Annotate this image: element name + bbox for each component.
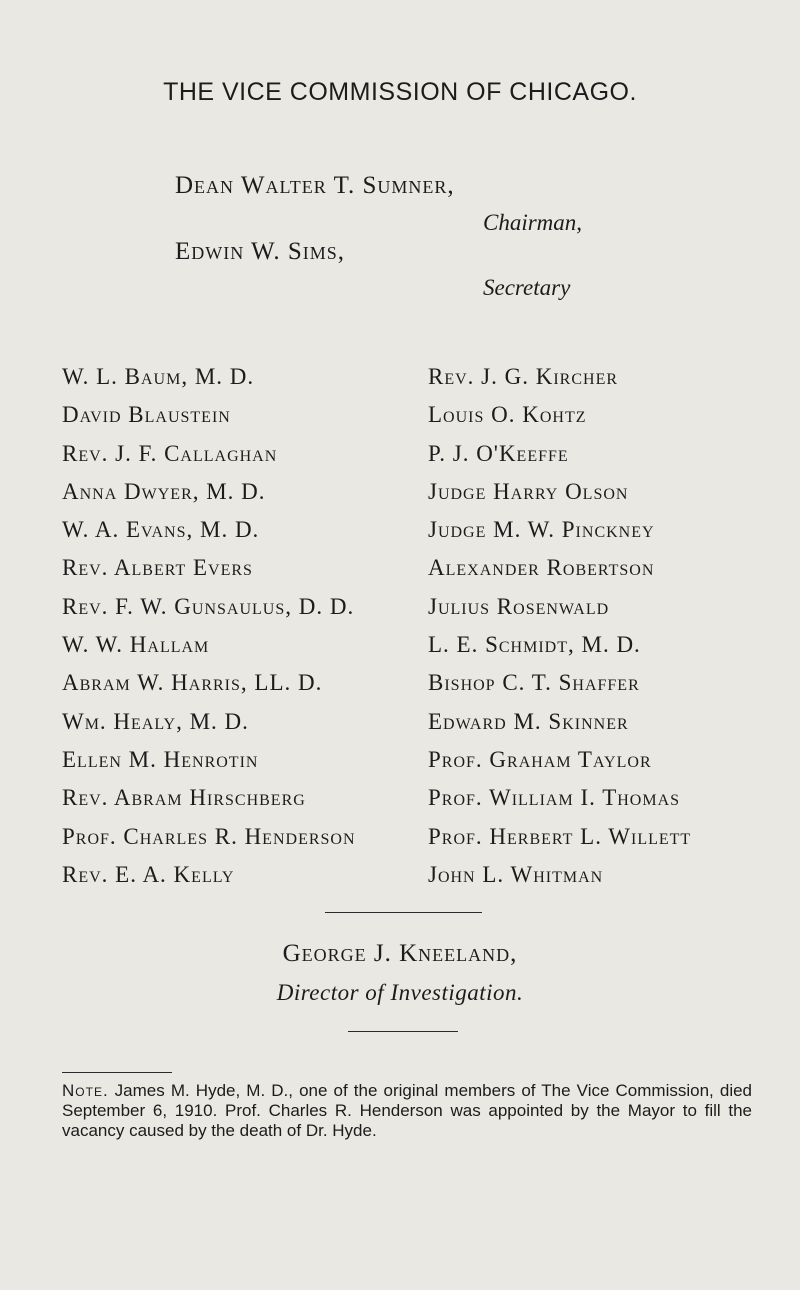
member-name: L. E. Schmidt, M. D.: [428, 632, 641, 658]
member-name: Louis O. Kohtz: [428, 402, 587, 428]
member-name: Edward M. Skinner: [428, 708, 629, 734]
member-name: Julius Rosenwald: [428, 593, 610, 619]
member-name: David Blaustein: [62, 402, 231, 428]
footnote-label: Note.: [62, 1081, 109, 1100]
member-name: Rev. Albert Evers: [62, 555, 253, 581]
member-name: Rev. J. G. Kircher: [428, 364, 619, 389]
member-name: Ellen M. Henrotin: [62, 746, 259, 772]
footnote-text: James M. Hyde, M. D., one of the original members of The Vice Commission, died September 6, 1910. Prof. Charles R. Henderson was appointed by the Mayor to fill the vacancy caused by the death of Dr. Hyde.: [62, 1081, 752, 1140]
chairman-name: Dean Walter T. Sumner,: [175, 172, 455, 199]
footnote-rule: [62, 1072, 172, 1073]
member-name: Prof. William I. Thomas: [428, 785, 681, 811]
member-name: W. A. Evans, M. D.: [62, 517, 260, 543]
footnote: [62, 1081, 752, 1141]
member-name: Prof. Herbert L. Willett: [428, 823, 692, 849]
section-divider: [325, 912, 482, 913]
member-name: Bishop C. T. Shaffer: [428, 670, 640, 696]
member-name: Rev. F. W. Gunsaulus, D. D.: [62, 593, 355, 619]
member-name: Rev. J. F. Callaghan: [62, 440, 278, 466]
member-name: Judge M. W. Pinckney: [428, 517, 655, 543]
member-name: W. L. Baum, M. D.: [62, 364, 255, 389]
page-heading: THE VICE COMMISSION OF CHICAGO.: [163, 78, 637, 106]
member-name: Prof. Charles R. Henderson: [62, 823, 356, 849]
member-name: Prof. Graham Taylor: [428, 746, 652, 772]
director-title: Director of Investigation.: [276, 980, 524, 1005]
section-divider: [348, 1031, 458, 1032]
member-name: Wm. Healy, M. D.: [62, 708, 249, 734]
member-name: P. J. O'Keeffe: [428, 440, 569, 466]
members-right-column: [428, 365, 691, 901]
member-name: Abram W. Harris, LL. D.: [62, 670, 323, 696]
member-name: W. W. Hallam: [62, 632, 210, 658]
member-name: Alexander Robertson: [428, 555, 655, 581]
member-name: John L. Whitman: [428, 861, 604, 887]
secretary-role: Secretary: [483, 275, 571, 300]
member-name: Judge Harry Olson: [428, 478, 629, 504]
member-name: Anna Dwyer, M. D.: [62, 478, 266, 504]
director-name: George J. Kneeland,: [282, 940, 518, 967]
member-name: Rev. Abram Hirschberg: [62, 785, 306, 811]
member-name: Rev. E. A. Kelly: [62, 861, 235, 887]
secretary-name: Edwin W. Sims,: [175, 238, 346, 265]
chairman-role: Chairman,: [483, 210, 583, 235]
members-left-column: [62, 365, 356, 901]
